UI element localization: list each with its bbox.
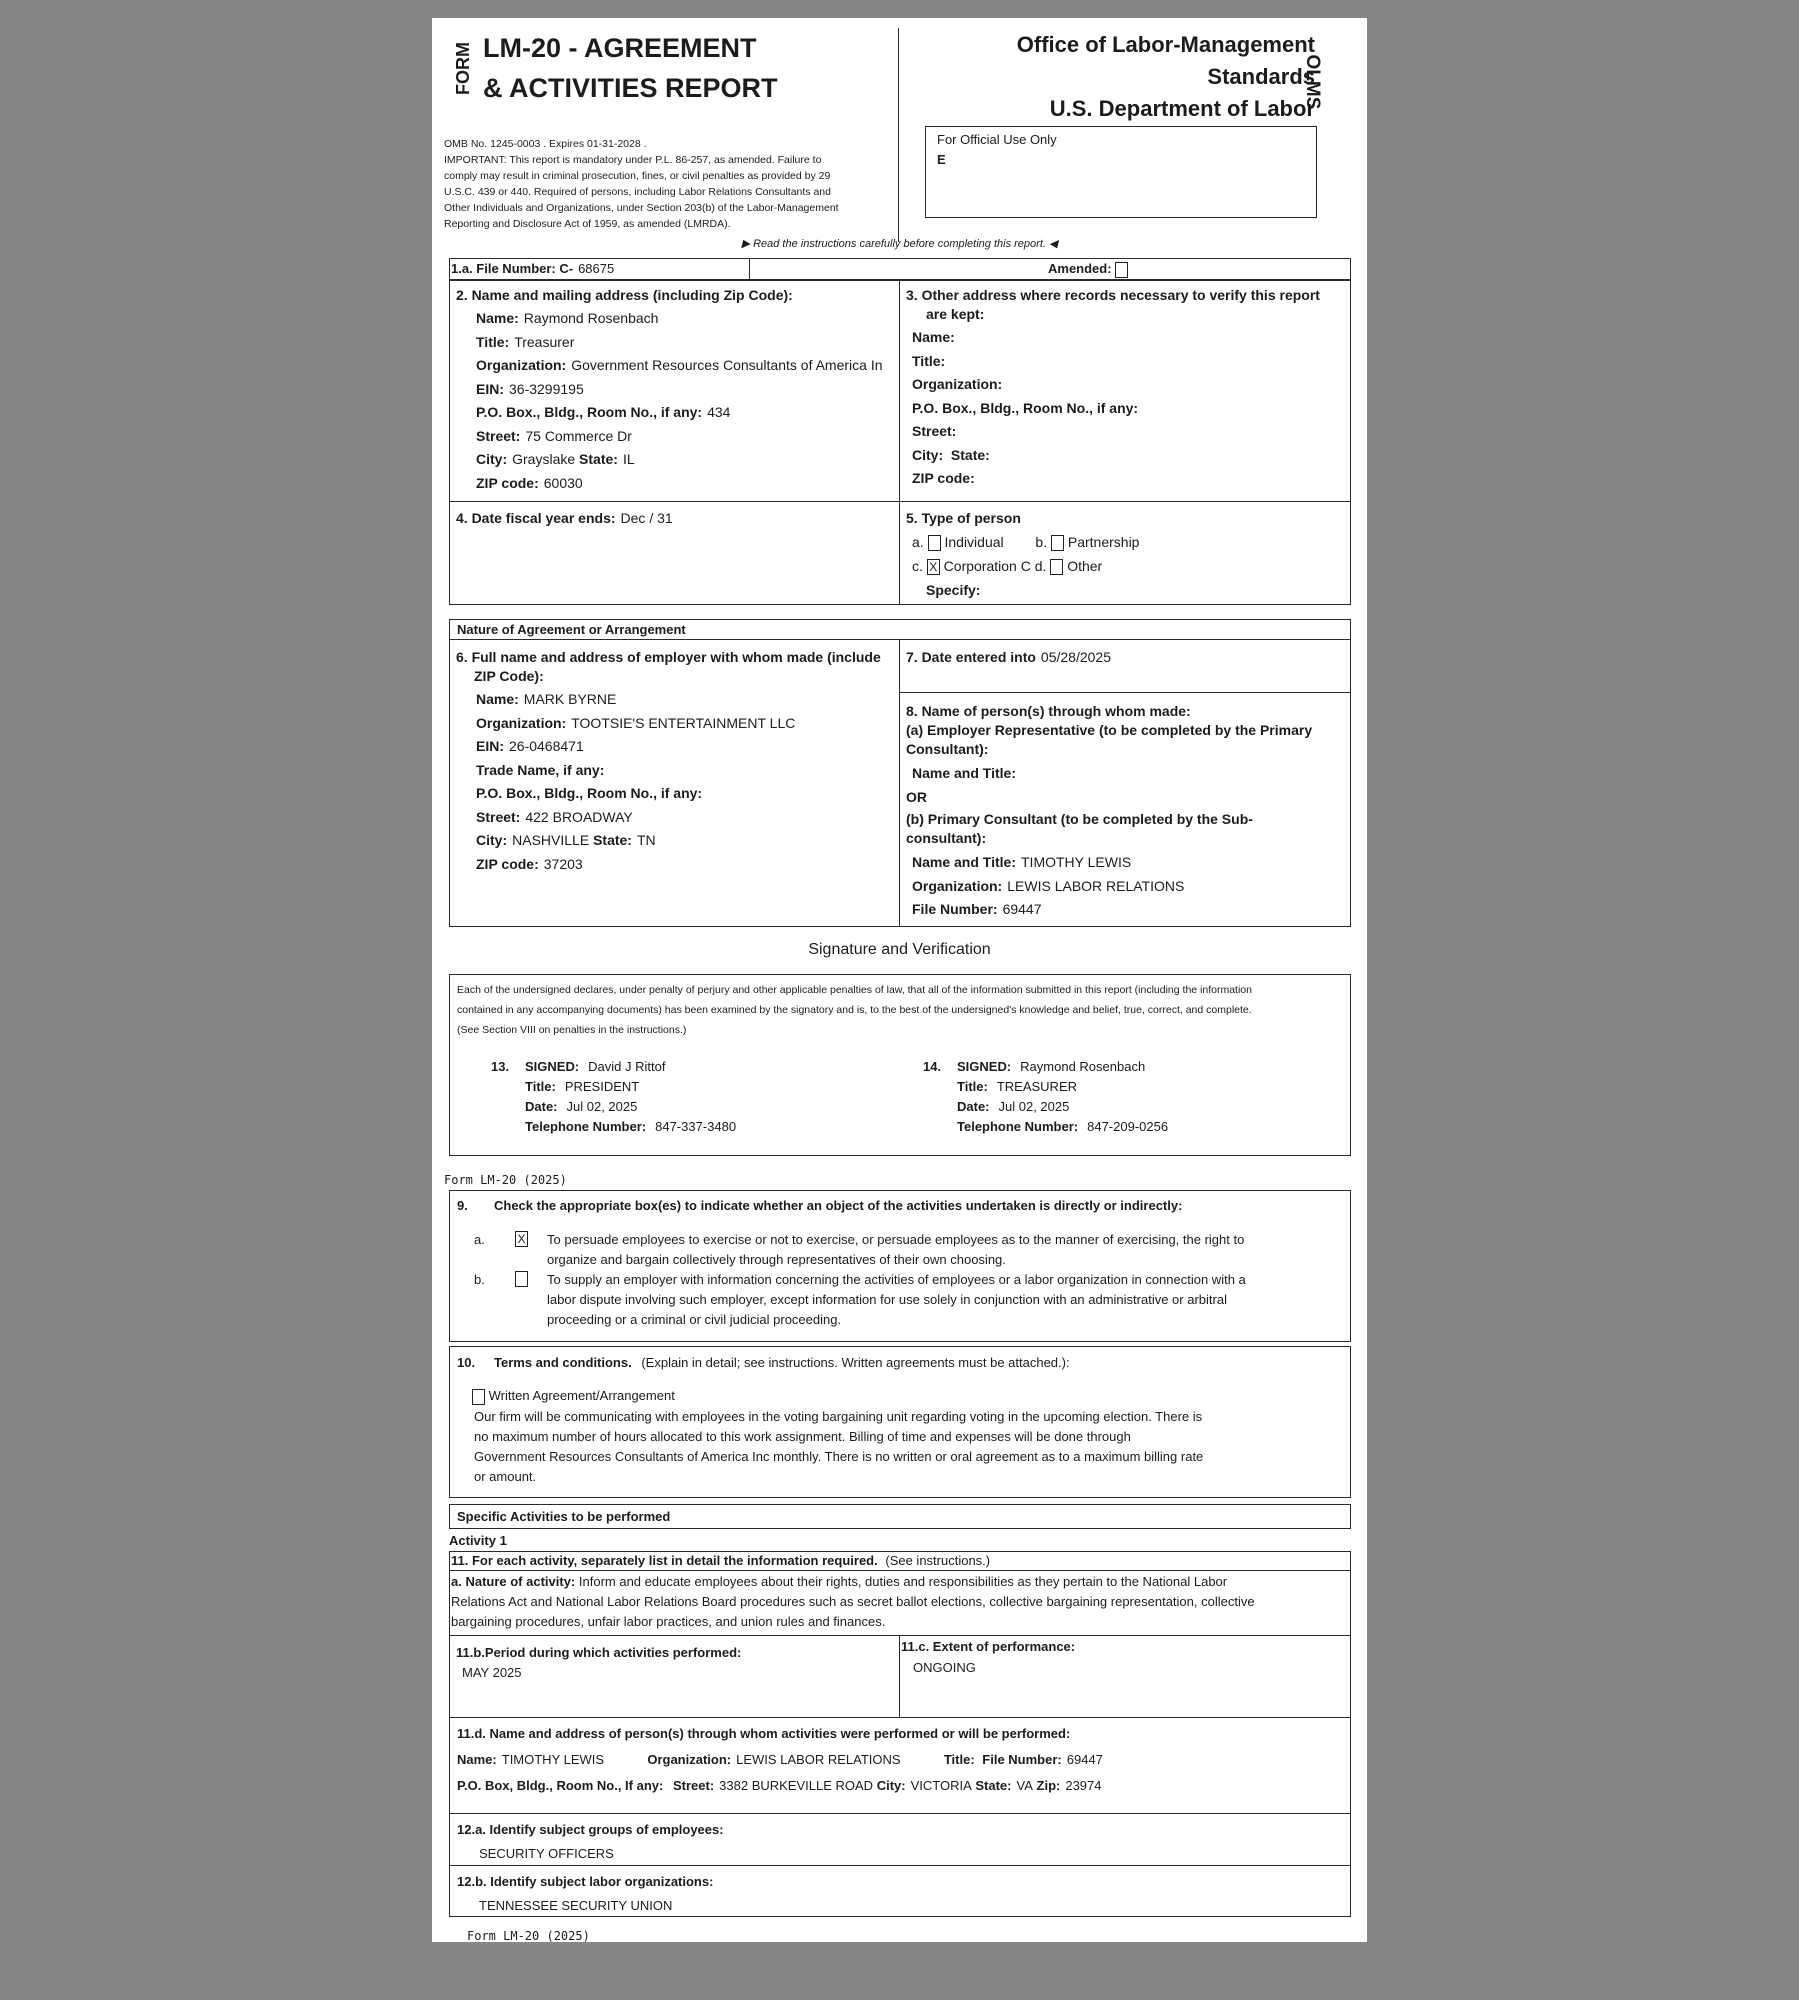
amended-checkbox[interactable] xyxy=(1115,262,1128,278)
written-agreement-label: Written Agreement/Arrangement xyxy=(488,1388,675,1403)
item-8-b-line1: (b) Primary Consultant (to be completed by the Sub- xyxy=(906,811,1253,827)
option-a-checkbox[interactable]: X xyxy=(515,1231,528,1247)
signed-value: David J Rittof xyxy=(588,1059,666,1074)
item-2-ein-row xyxy=(476,380,896,399)
period-value: MAY 2025 xyxy=(462,1665,522,1680)
po-value: 434 xyxy=(707,404,731,420)
signer-title-row xyxy=(923,1077,1323,1097)
d-name-label: Name: xyxy=(457,1752,497,1767)
city-value: Grayslake xyxy=(512,451,576,467)
ein-value: 36-3299195 xyxy=(509,380,584,397)
option-b-letter: b. xyxy=(474,1272,485,1287)
item-8-b-file-row xyxy=(906,900,1346,919)
nature-label: a. Nature of activity: xyxy=(451,1574,576,1589)
date-entered-value: 05/28/2025 xyxy=(1040,649,1111,665)
unions-label: 12.b. Identify subject labor organizations: xyxy=(457,1874,714,1889)
unions-value: TENNESSEE SECURITY UNION xyxy=(479,1898,673,1913)
fiscal-year-label: 4. Date fiscal year ends: xyxy=(456,510,616,526)
omb-notice xyxy=(444,136,884,232)
divider-11d xyxy=(450,1813,1350,1814)
instructions-text: Read the instructions carefully before completing this report. xyxy=(753,238,1046,250)
items-6-8-block xyxy=(449,639,1351,927)
form-title-line2: & ACTIVITIES REPORT xyxy=(483,73,778,103)
divider-11bc-bottom xyxy=(450,1717,1350,1718)
extent-label: 11.c. Extent of performance: xyxy=(901,1639,1076,1654)
file-number xyxy=(451,260,614,278)
option-a-line: organize and bargain collectively through representatives of their own choosing. xyxy=(547,1252,1006,1267)
item-10-note: (Explain in detail; see instructions. Written agreements must be attached.): xyxy=(641,1355,1070,1370)
item-2-org-row xyxy=(476,356,896,375)
official-use-value: E xyxy=(937,152,946,167)
phone-value: 847-209-0256 xyxy=(1087,1119,1169,1134)
item-3-city-row xyxy=(912,446,1346,465)
date-label: Date: xyxy=(957,1099,990,1114)
item-8-or: OR xyxy=(906,789,927,805)
street-label: Street: xyxy=(476,808,521,825)
type-partnership-label: Partnership xyxy=(1067,534,1140,550)
agency-line1: Office of Labor-Management xyxy=(1016,32,1315,57)
item-6-heading-line2: ZIP Code): xyxy=(474,668,544,684)
item-11d-address-row xyxy=(457,1776,1347,1796)
title-value: TREASURER xyxy=(996,1079,1078,1094)
nature-line: bargaining procedures, unfair labor practices, and union rules and finances. xyxy=(451,1614,886,1629)
item-4-fiscal-year xyxy=(456,509,673,528)
signer-date-row xyxy=(923,1097,1323,1117)
d-org-label: Organization: xyxy=(647,1752,732,1767)
activity-label: Activity 1 xyxy=(449,1533,507,1548)
official-use-label: For Official Use Only xyxy=(937,132,1057,147)
header-divider xyxy=(898,28,899,242)
option-a-line: To persuade employees to exercise or not to exercise, or persuade employees as to the manner of exercising, the right to xyxy=(547,1232,1245,1247)
item-11d-name-row xyxy=(457,1750,1347,1770)
left-arrow-icon: ◀ xyxy=(1049,238,1058,250)
type-c-letter: c. xyxy=(912,558,923,574)
ein-value: 26-0468471 xyxy=(509,738,584,754)
extent-value: ONGOING xyxy=(913,1660,976,1675)
nature-of-activity xyxy=(451,1572,1349,1632)
item-2-mailing-address xyxy=(456,286,896,493)
item-3-records-address xyxy=(906,286,1346,488)
item-8-b-name-row xyxy=(906,853,1346,872)
street-value: 75 Commerce Dr xyxy=(525,427,632,444)
period-label: 11.b.Period during which activities performed: xyxy=(456,1645,742,1660)
specify-label: Specify: xyxy=(926,582,981,598)
item-9-number: 9. xyxy=(457,1198,468,1213)
item-10-heading-row xyxy=(457,1354,1070,1372)
d-street-label: Street: xyxy=(672,1778,715,1793)
option-b-checkbox[interactable] xyxy=(515,1271,528,1287)
olms-label: OLMS xyxy=(1302,54,1323,110)
org-value: Government Resources Consultants of America In xyxy=(571,357,883,373)
state-label: State: xyxy=(579,451,618,467)
type-individual-checkbox[interactable] xyxy=(928,535,941,551)
terms-line: Our firm will be communicating with employees in the voting bargaining unit regarding voting in the upcoming election. There is xyxy=(474,1409,1203,1424)
item-2-title-row xyxy=(476,333,896,352)
form-page xyxy=(432,18,1367,1942)
name-label: Name: xyxy=(476,310,519,326)
activities-heading-box xyxy=(449,1504,1351,1529)
extent-of-performance xyxy=(901,1637,1075,1679)
type-other-label: Other xyxy=(1067,558,1103,574)
item-8-persons xyxy=(906,702,1346,919)
terms-line: or amount. xyxy=(474,1469,537,1484)
signer-signed-row xyxy=(491,1057,891,1077)
item-6-fields xyxy=(456,690,896,874)
declaration-line: Each of the undersigned declares, under penalty of perjury and other applicable penalties of law, that all of the information submitted in this report (including the information xyxy=(457,984,1252,996)
d-state-value: VA xyxy=(1016,1778,1033,1793)
org-label: Organization: xyxy=(912,877,1003,894)
state-label: State: xyxy=(950,446,990,463)
option-a-letter: a. xyxy=(474,1232,485,1247)
type-corporation-label: Corporation C xyxy=(943,558,1031,574)
type-a-letter: a. xyxy=(912,534,924,550)
city-label: City: xyxy=(476,451,508,467)
city-label: City: xyxy=(912,446,944,463)
item-11-heading: 11. For each activity, separately list in detail the information required. xyxy=(451,1553,878,1568)
name-value: MARK BYRNE xyxy=(523,691,617,707)
name-title-label: Name and Title: xyxy=(912,854,1016,870)
state-value: TN xyxy=(636,832,656,848)
d-file-value: 69447 xyxy=(1066,1752,1103,1767)
signed-label: SIGNED: xyxy=(525,1059,580,1074)
date-value: Jul 02, 2025 xyxy=(566,1099,638,1114)
item-7-date-entered xyxy=(906,648,1111,667)
file-row-divider xyxy=(749,259,750,279)
omb-line: Reporting and Disclosure Act of 1959, as amended (LMRDA). xyxy=(444,218,731,230)
nature-heading-box xyxy=(449,619,1351,640)
d-file-label: File Number: xyxy=(982,1752,1062,1767)
option-b-line: labor dispute involving such employer, except information for use solely in conjunction with an administrative or arbitral xyxy=(547,1292,1227,1307)
type-corporation-checkbox[interactable]: X xyxy=(927,559,940,575)
date-label: Date: xyxy=(525,1099,558,1114)
fiscal-year-value: Dec / 31 xyxy=(620,510,673,526)
item-5-type-of-person xyxy=(906,509,1346,600)
item-11d xyxy=(457,1724,1347,1796)
ein-label: EIN: xyxy=(476,738,504,754)
omb-line: U.S.C. 439 or 440. Required of persons, including Labor Relations Consultants and xyxy=(444,186,831,198)
item-8-a-line1: (a) Employer Representative (to be completed by the Primary xyxy=(906,722,1313,738)
d-zip-label: Zip: xyxy=(1036,1778,1061,1793)
omb-line: Other Individuals and Organizations, under Section 203(b) of the Labor-Management xyxy=(444,202,839,214)
item-10-number: 10. xyxy=(457,1355,476,1370)
option-b-text xyxy=(547,1270,1246,1330)
name-value: Raymond Rosenbach xyxy=(523,310,659,326)
item-2-fields xyxy=(456,309,896,493)
d-po-label: P.O. Box, Bldg., Room No., If any: xyxy=(457,1778,664,1793)
block-divider xyxy=(899,640,900,926)
signer-title-row xyxy=(491,1077,891,1097)
item-8-a-line2: Consultant): xyxy=(906,741,989,757)
d-state-label: State: xyxy=(975,1778,1012,1793)
employer-street-row xyxy=(476,808,896,827)
terms-line: Government Resources Consultants of America Inc monthly. There is no written or oral agreement as to a maximum billing rate xyxy=(474,1449,1204,1464)
amended xyxy=(1048,260,1128,278)
state-label: State: xyxy=(593,832,632,848)
d-city-value: VICTORIA xyxy=(910,1778,972,1793)
omb-line: IMPORTANT: This report is mandatory under P.L. 86-257, as amended. Failure to xyxy=(444,154,822,166)
type-d-letter: d. xyxy=(1034,558,1047,574)
file-number-label: File Number: xyxy=(912,901,998,917)
d-zip-value: 23974 xyxy=(1065,1778,1102,1793)
groups-value: SECURITY OFFICERS xyxy=(479,1846,614,1861)
d-street-value: 3382 BURKEVILLE ROAD xyxy=(719,1778,874,1793)
ein-label: EIN: xyxy=(476,380,504,397)
employer-city-row xyxy=(476,831,896,850)
written-agreement-row xyxy=(472,1387,675,1405)
item-6-heading-line1: 6. Full name and address of employer with whom made (include xyxy=(456,649,881,665)
org-label: Organization: xyxy=(476,714,567,731)
employer-name-row xyxy=(476,690,896,709)
item-3-name-label: Name: xyxy=(912,329,955,345)
street-label: Street: xyxy=(476,427,521,444)
zip-label: ZIP code: xyxy=(476,855,539,872)
street-value: 422 BROADWAY xyxy=(525,808,633,825)
item-8-heading: 8. Name of person(s) through whom made: xyxy=(906,703,1191,719)
item-2-city-row xyxy=(476,450,896,469)
item-2-name-row xyxy=(476,309,896,328)
instructions-note xyxy=(432,236,1367,252)
type-row-ab xyxy=(906,533,1346,552)
type-partnership-checkbox[interactable] xyxy=(1051,535,1064,551)
city-value: NASHVILLE xyxy=(512,832,590,848)
form-label: FORM xyxy=(453,42,473,95)
nature-line: Relations Act and National Labor Relations Board procedures such as secret ballot elections, collective bargaining representation, collective xyxy=(451,1594,1255,1609)
signer-date-row xyxy=(491,1097,891,1117)
type-row-cd xyxy=(906,557,1346,576)
item-2-zip-row xyxy=(476,474,896,493)
employer-org-row xyxy=(476,714,896,733)
item-11-note: (See instructions.) xyxy=(885,1553,991,1568)
agency-line3: U.S. Department of Labor xyxy=(1049,96,1315,121)
item-2-street-row xyxy=(476,427,896,446)
item-11-block xyxy=(449,1570,1351,1917)
d-title-label: Title: xyxy=(943,1752,975,1767)
item-2-po-row xyxy=(476,403,896,422)
items-2-5-block xyxy=(449,280,1351,605)
title-label: Title: xyxy=(476,333,510,350)
org-value: LEWIS LABOR RELATIONS xyxy=(1007,877,1185,894)
signature-heading: Signature and Verification xyxy=(808,941,991,958)
file-number-value: 69447 xyxy=(1002,901,1042,917)
official-use-box xyxy=(925,126,1317,218)
name-title-value: TIMOTHY LEWIS xyxy=(1021,854,1132,870)
title-value: PRESIDENT xyxy=(564,1079,640,1094)
title-label: Title: xyxy=(525,1079,556,1094)
signature-box xyxy=(449,974,1351,1156)
omb-line: comply may result in criminal prosecution, fines, or civil penalties as provided by 29 xyxy=(444,170,831,182)
file-number-label: 1.a. File Number: C- xyxy=(451,261,574,276)
city-label: City: xyxy=(476,832,508,848)
subject-unions xyxy=(457,1872,713,1916)
employer-ein-row xyxy=(476,737,896,756)
agency-line2: Standards xyxy=(1207,64,1315,89)
right-arrow-icon: ▶ xyxy=(741,238,750,250)
omb-line: OMB No. 1245-0003 . Expires 01-31-2028 . xyxy=(444,138,647,150)
declaration-line: contained in any accompanying documents) has been examined by the signatory and is, to the best of the undersigned's knowledge and belief, true, correct, and complete. xyxy=(457,1004,1252,1016)
d-city-label: City: xyxy=(876,1778,906,1793)
option-a-text xyxy=(547,1230,1244,1270)
signer-number: 14. xyxy=(923,1059,942,1074)
signed-label: SIGNED: xyxy=(957,1059,1012,1074)
state-value: IL xyxy=(622,451,635,467)
type-other-checkbox[interactable] xyxy=(1050,559,1063,575)
signer-13 xyxy=(491,1057,891,1137)
block-hdivider xyxy=(450,501,1350,502)
item-8-a-name-label: Name and Title: xyxy=(912,765,1016,781)
signer-phone-row xyxy=(923,1117,1323,1137)
option-b-line: To supply an employer with information concerning the activities of employees or a labor organization in connection with a xyxy=(547,1272,1246,1287)
amended-label: Amended: xyxy=(1048,261,1112,276)
d-org-value: LEWIS LABOR RELATIONS xyxy=(736,1752,901,1767)
org-label: Organization: xyxy=(476,357,567,373)
divider-11a xyxy=(450,1635,1350,1636)
item-8-b-org-row xyxy=(906,877,1346,896)
item-10-heading: Terms and conditions. xyxy=(494,1355,632,1370)
phone-label: Telephone Number: xyxy=(525,1119,647,1134)
divider-12a xyxy=(450,1865,1350,1866)
date-value: Jul 02, 2025 xyxy=(998,1099,1070,1114)
nature-line xyxy=(451,1572,1349,1592)
item-2-heading: 2. Name and mailing address (including Zip Code): xyxy=(456,287,793,303)
divider-11bc xyxy=(899,1635,900,1717)
file-number-value: 68675 xyxy=(578,261,615,276)
item-3-heading-line2: are kept: xyxy=(926,306,985,322)
d-name-value: TIMOTHY LEWIS xyxy=(501,1752,605,1767)
nature-heading: Nature of Agreement or Arrangement xyxy=(457,622,686,637)
terms-text xyxy=(474,1407,1344,1487)
terms-line: no maximum number of hours allocated to this work assignment. Billing of time and expenses will be done through xyxy=(474,1429,1131,1444)
item-9-heading-row xyxy=(457,1197,1182,1215)
phone-label: Telephone Number: xyxy=(957,1119,1079,1134)
zip-value: 37203 xyxy=(543,855,583,872)
item-9-heading: Check the appropriate box(es) to indicate whether an object of the activities undertaken is directly or indirectly: xyxy=(494,1198,1183,1213)
file-number-row xyxy=(449,258,1351,280)
employer-trade-name-label: Trade Name, if any: xyxy=(476,761,605,778)
title-value: Treasurer xyxy=(514,333,575,350)
item-11-heading-row xyxy=(451,1552,990,1570)
item-6-employer xyxy=(456,648,896,874)
form-footer-2: Form LM-20 (2025) xyxy=(467,1929,590,1943)
item-3-org-label: Organization: xyxy=(912,376,1003,392)
employer-zip-row xyxy=(476,855,896,874)
item-3-zip-label: ZIP code: xyxy=(912,470,975,486)
signer-phone-row xyxy=(491,1117,891,1137)
item-3-title-label: Title: xyxy=(912,352,946,369)
item-3-street-label: Street: xyxy=(912,423,957,439)
type-individual-label: Individual xyxy=(944,534,1004,550)
po-label: P.O. Box., Bldg., Room No., if any: xyxy=(476,404,703,420)
employer-po-label: P.O. Box., Bldg., Room No., if any: xyxy=(476,785,703,801)
declaration xyxy=(457,980,1345,1040)
option-b-line: proceeding or a criminal or civil judicial proceeding. xyxy=(547,1312,842,1327)
nature-line-text: Inform and educate employees about their rights, duties and responsibilities as they pertain to the National Labor xyxy=(578,1574,1228,1589)
signer-number: 13. xyxy=(491,1059,510,1074)
signer-14 xyxy=(923,1057,1323,1137)
item-10-box xyxy=(449,1346,1351,1498)
declaration-line: (See Section VIII on penalties in the instructions.) xyxy=(457,1024,687,1036)
written-agreement-checkbox[interactable] xyxy=(472,1389,485,1405)
groups-label: 12.a. Identify subject groups of employees: xyxy=(457,1822,724,1837)
form-title-line1: LM-20 - AGREEMENT xyxy=(483,33,757,63)
item-8-b-line2: consultant): xyxy=(906,830,987,846)
activities-heading: Specific Activities to be performed xyxy=(457,1509,671,1524)
item-3-heading-line1: 3. Other address where records necessary to verify this report xyxy=(906,287,1320,303)
type-b-letter: b. xyxy=(1035,534,1048,550)
phone-value: 847-337-3480 xyxy=(655,1119,737,1134)
item-3-fields xyxy=(906,328,1346,488)
block-divider xyxy=(899,281,900,604)
item-5-heading: 5. Type of person xyxy=(906,510,1021,526)
signer-signed-row xyxy=(923,1057,1323,1077)
item-11d-heading: 11.d. Name and address of person(s) through whom activities were performed or will be performed: xyxy=(457,1726,1071,1741)
form-footer-1: Form LM-20 (2025) xyxy=(444,1173,567,1187)
name-label: Name: xyxy=(476,691,519,707)
period-of-activities xyxy=(456,1643,741,1683)
item-3-po-label: P.O. Box., Bldg., Room No., if any: xyxy=(912,399,1139,416)
item-9-box xyxy=(449,1190,1351,1342)
signed-value: Raymond Rosenbach xyxy=(1020,1059,1146,1074)
subject-groups xyxy=(457,1820,724,1864)
zip-value: 60030 xyxy=(543,474,583,491)
item-7-divider xyxy=(899,692,1350,693)
org-value: TOOTSIE'S ENTERTAINMENT LLC xyxy=(571,714,796,731)
title-label: Title: xyxy=(957,1079,988,1094)
item-11-heading-box xyxy=(449,1551,1351,1571)
zip-label: ZIP code: xyxy=(476,474,539,491)
date-entered-label: 7. Date entered into xyxy=(906,649,1036,665)
